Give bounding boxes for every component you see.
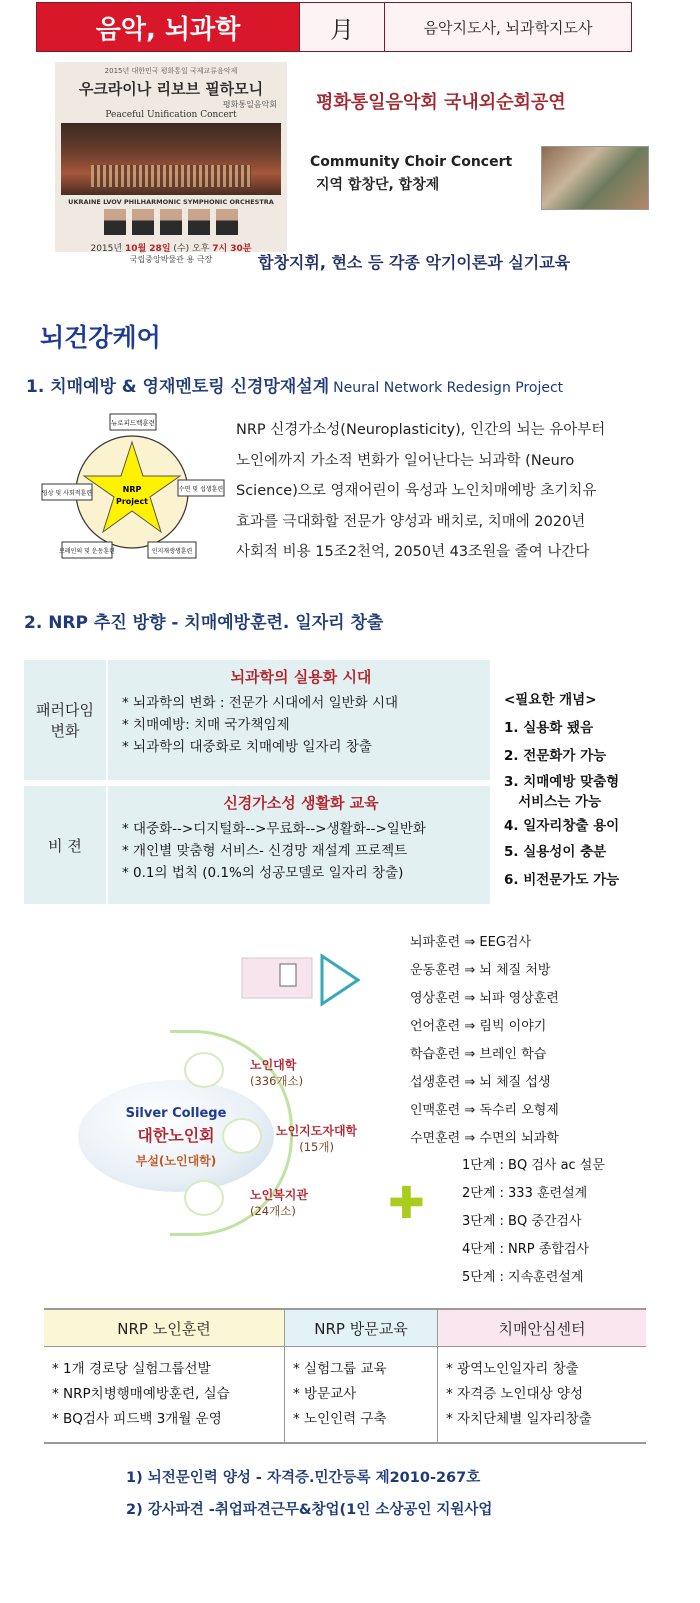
star-center-line1: NRP <box>122 485 142 494</box>
choir-photo <box>541 146 649 210</box>
board-icon <box>280 964 296 986</box>
poster-date: 2015년 10월 28일 (수) 오후 7시 30분 <box>90 244 252 254</box>
row-label: 패러다임 변화 <box>36 701 94 740</box>
description-line: 효과를 극대화할 전문가 양성과 배치로, 치매에 2020년 <box>236 513 586 530</box>
need-item: 1. 실용화 됐음 <box>504 720 594 736</box>
step-item: 1단계 : BQ 검사 ac 설문 <box>462 1158 605 1173</box>
row-item: * 치매예방: 치매 국가책임제 <box>122 717 290 733</box>
column-item: * 광역노인일자리 창출 <box>446 1361 579 1377</box>
column-item: * 1개 경로당 실험그룹선발 <box>52 1361 211 1377</box>
concert-hall-photo <box>61 123 281 195</box>
row-label: 비 젼 <box>48 836 82 855</box>
training-item: 인맥훈련 ⇒ 독수리 오형제 <box>410 1103 559 1118</box>
need-item: 5. 실용성이 충분 <box>504 844 607 860</box>
performer-photo <box>216 209 238 235</box>
row-item: * 뇌과학의 대중화로 치매예방 일자리 창출 <box>122 739 372 755</box>
performer-photo <box>188 209 210 235</box>
leader-college-icon <box>222 1118 262 1154</box>
performer-photo <box>160 209 182 235</box>
description-line: 노인에까지 가소적 변화가 일어난다는 뇌과학 (Neuro <box>236 452 575 469</box>
silver-college-ko: 대한노인회 <box>137 1126 215 1145</box>
training-arrow-graphic <box>240 952 360 1008</box>
training-list <box>410 929 559 1153</box>
description-line: 사회적 비용 15조2천억, 2050년 43조원을 줄여 나간다 <box>236 544 590 560</box>
column-header: NRP 노인훈련 <box>44 1310 284 1347</box>
needs-title: <필요한 개념> <box>504 692 597 708</box>
footer-line-1: 1) 뇌전문인력 양성 - 자격증.민간등록 제2010-267호 <box>126 1470 481 1486</box>
row-content <box>106 660 490 780</box>
arrow-icon <box>322 956 358 1004</box>
training-item: 수면훈련 ⇒ 수면의 뇌과학 <box>410 1131 559 1146</box>
step-list <box>462 1152 605 1292</box>
choir-korean: 지역 합창단, 합창제 <box>316 177 440 193</box>
column-item: * 실험그룹 교육 <box>293 1361 387 1377</box>
performer-photo <box>104 209 126 235</box>
row-item: * 개인별 맞춤형 서비스- 신경망 재설계 프로젝트 <box>122 843 408 859</box>
silver-college-sub: 부설(노인대학) <box>135 1154 217 1168</box>
section1-title: 1. 치매예방 & 영재멘토링 신경망재설계 Neural Network Redesign Project <box>26 377 564 397</box>
column-item: * 방문교사 <box>293 1386 357 1402</box>
training-item: 언어훈련 ⇒ 림빅 이야기 <box>410 1019 547 1034</box>
step-item: 3단계 : BQ 중간검사 <box>462 1214 582 1229</box>
column-body <box>44 1347 284 1442</box>
senior-college-icon <box>184 1052 224 1088</box>
plus-icon: ✚ <box>388 1178 425 1229</box>
star-center-line2: Project <box>115 497 149 506</box>
program-column-3 <box>437 1308 646 1444</box>
step-item: 2단계 : 333 훈련설계 <box>462 1186 588 1201</box>
needed-concepts <box>504 688 619 890</box>
star-label-top: 뉴로피드백훈련 <box>111 419 155 427</box>
poster-top-line: 2015년 대한민국 평화통일 국제교류음악제 <box>104 67 238 75</box>
row-content <box>106 786 490 904</box>
need-item: 2. 전문화가 가능 <box>504 748 607 764</box>
education-line: 합창지휘, 현소 등 각종 악기이론과 실기교육 <box>258 253 571 272</box>
footer-line-2: 2) 강사파견 -취업파견근무&창업(1인 소상공인 지원사업 <box>126 1502 493 1518</box>
nrp-description <box>236 415 646 568</box>
welfare-center-icon <box>184 1180 224 1216</box>
training-item: 운동훈련 ⇒ 뇌 체질 처방 <box>410 963 551 978</box>
training-item: 섭생훈련 ⇒ 뇌 체질 섭생 <box>410 1075 551 1090</box>
column-item: * 자치단체별 일자리창출 <box>446 1411 592 1427</box>
performer-photo <box>132 209 154 235</box>
training-image <box>242 958 312 998</box>
need-item: 4. 일자리창출 용이 <box>504 818 620 834</box>
poster-subtitle: 평화통일음악회 <box>222 100 277 109</box>
brain-care-heading: 뇌건강케어 <box>40 323 161 352</box>
training-item: 뇌파훈련 ⇒ EEG검사 <box>410 935 532 950</box>
step-item: 5단계 : 지속훈련설계 <box>462 1270 584 1285</box>
node-welfare-center: 노인복지관 (24개소) <box>250 1188 308 1218</box>
description-line: NRP 신경가소성(Neuroplasticity), 인간의 뇌는 유아부터 <box>236 422 606 438</box>
column-item: * NRP치병행매예방훈련, 실습 <box>52 1386 230 1402</box>
program-table <box>44 1308 646 1444</box>
need-item: 3. 치매예방 맞춤형 <box>504 774 620 790</box>
header-title: 음악, 뇌과학 <box>37 3 299 51</box>
column-item: * BQ검사 피드백 3개월 운영 <box>52 1411 222 1427</box>
concert-title: 평화통일음악회 국내외순회공연 <box>316 92 566 113</box>
row-item: * 0.1의 법칙 (0.1%의 성공모델로 일자리 창출) <box>122 865 404 881</box>
column-body <box>438 1347 646 1442</box>
poster-english: Peaceful Unification Concert <box>105 110 237 120</box>
silver-college-en: Silver College <box>125 1106 227 1121</box>
paradigm-row <box>24 660 490 780</box>
choir-english: Community Choir Concert <box>310 154 513 170</box>
header-month: 月 <box>299 3 384 51</box>
step-item: 4단계 : NRP 종합검사 <box>462 1242 589 1257</box>
need-item: 6. 비전문가도 가능 <box>504 872 620 888</box>
column-header: 치매안심센터 <box>438 1310 646 1347</box>
star-label-right: 수면 및 섭생훈련 <box>178 486 224 493</box>
row-item: * 대중화-->디지털화-->무료화-->생활화-->일반화 <box>122 821 426 837</box>
header-role: 음악지도사, 뇌과학지도사 <box>384 3 631 51</box>
training-item: 학습훈련 ⇒ 브레인 학습 <box>410 1047 547 1062</box>
poster-venue: 국립중앙박물관 용 극장 <box>129 255 213 264</box>
training-item: 영상훈련 ⇒ 뇌파 영상훈련 <box>410 991 559 1006</box>
nrp-star-diagram <box>40 412 226 572</box>
row-item: * 뇌과학의 변화 : 전문가 시대에서 일반화 시대 <box>122 695 399 711</box>
node-leader-college: 노인지도자대학 (15개) <box>276 1124 358 1154</box>
node-senior-college: 노인대학 (336개소) <box>250 1058 304 1088</box>
column-header: NRP 방문교육 <box>285 1310 437 1347</box>
vision-row <box>24 786 490 904</box>
program-column-2 <box>284 1308 437 1444</box>
row-heading: 뇌과학의 실용화 시대 <box>230 668 372 686</box>
column-item: * 노인인력 구축 <box>293 1411 387 1427</box>
concert-poster <box>55 62 287 264</box>
performer-photos <box>55 209 287 235</box>
star-label-bottom-right: 인지재생생훈련 <box>151 548 193 555</box>
direction-table <box>24 660 490 904</box>
need-item: 서비스는 가능 <box>504 794 602 810</box>
row-heading: 신경가소성 생활화 교육 <box>223 794 379 812</box>
column-body <box>285 1347 437 1442</box>
program-column-1 <box>44 1308 284 1444</box>
star-label-left: 영상 및 사회적훈련 <box>41 490 93 497</box>
poster-title: 우크라이나 리보브 필하모니 <box>78 80 264 98</box>
column-item: * 자격증 노인대상 양성 <box>446 1386 583 1402</box>
section2-title: 2. NRP 추진 방향 - 치매예방훈련. 일자리 창출 <box>24 613 384 633</box>
description-line: Science)으로 영재어린이 육성과 노인치매예방 초기치유 <box>236 483 597 499</box>
poster-orchestra: UKRAINE LVOV PHILHARMONIC SYMPHONIC ORCHESTRA <box>68 198 274 206</box>
header-bar <box>36 2 632 52</box>
star-label-bottom-left: 브레인의 및 운동훈련 <box>59 548 115 555</box>
